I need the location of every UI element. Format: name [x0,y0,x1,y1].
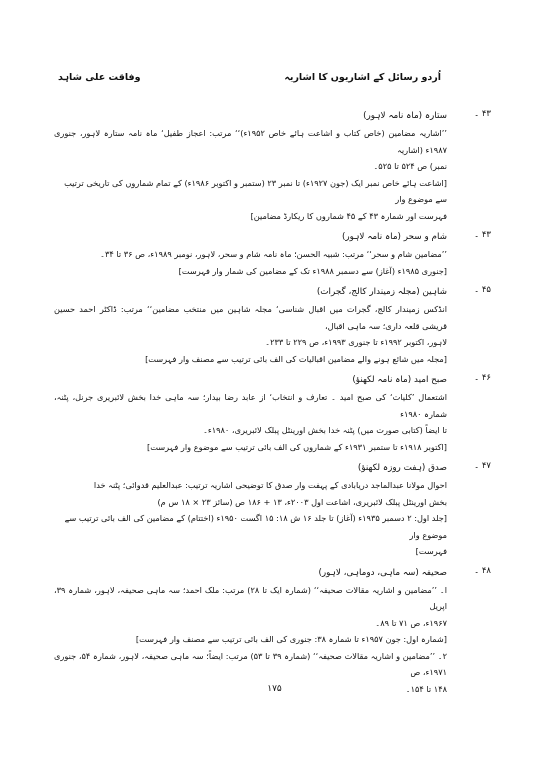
running-header-author: وفاقت علی شاہد [58,72,141,83]
entry-number: ۴۷ ۔ [474,461,491,471]
entry-note: [شمارہ اول: جون ۱۹۵۷ء تا شمارہ ۳۸: جنوری کی الف بائی ترتیب سے مصنف وار فہرست] [135,634,447,644]
entry-note: [اشاعت ہائے خاص نمبر ایک (جون ۱۹۲۷ء) تا نمبر ۲۳ (ستمبر و اکتوبر ۱۹۸۶ء) کے تمام شماروں کی تاریخی ترتیب سے موضوع وار [64,177,447,204]
entry-text: تا ایضاً (کتابی صورت میں) پٹنہ خدا بخش اورینٹل پبلک لائبریری، ۱۹۸۰ء۔ [203,425,447,435]
entry-heading: ستارہ (ماہ نامہ لاہور) [363,111,447,121]
entry-text: نمبر) ص ۵۲۴ تا ۵۲۵۔ [373,161,447,171]
running-header-title: اُردو رسائل کے اشاریوں کا اشاریہ [284,72,441,83]
index-entry [54,229,491,279]
entry-text: انڈکس زمیندار کالج، گجرات میں اقبال شناسی‘ مجلہ شاہین میں منتخب مضامین‘‘ مرتب: ڈاکٹر احمد حسین قریشی قلعہ داری؛ سہ ماہی اقبال، [54,304,447,331]
entry-heading: شام و سحر (ماہ نامہ لاہور) [342,232,447,242]
entry-text: ۱۴۸ تا ۱۵۴۔ [405,683,447,694]
entry-text: اشتعمال ’کلیات‘ کی صبح امید ۔ تعارف و انتخاب‘ از عابد رضا بیدار؛ سہ ماہی خدا بخش لائبریری جرنل، پٹنہ، شمارہ ۱۹۸۰ء [54,392,447,419]
entry-text: ’’اشاریہ مضامین (خاص کتاب و اشاعت ہائے خاص ۱۹۵۲ء)‘‘ مرتب: اعجاز طفیل‘ ماہ نامہ ستارہ لاہور، جنوری ۱۹۸۷ء (اشاریہ [54,128,447,155]
entry-text: احوال مولانا عبدالماجد دریابادی کے پہفت وار صدق کا توضیحی اشاریہ ترتیب: عبدالعلیم قدوائی؛ پٹنہ خدا [93,480,447,490]
index-entry [54,372,491,455]
entry-note: [اکتوبر ۱۹۱۸ء تا ستمبر ۱۹۳۱ء کے شماروں کی الف بائی ترتیب سے موضوع وار فہرست] [147,441,447,452]
index-entry [54,460,491,560]
entry-heading: صحیفہ (سہ ماہی، دوماہی، لاہور) [318,567,447,578]
index-entry [54,108,491,224]
entry-number: ۴۵ ۔ [474,285,491,295]
entry-heading: صبح امید (ماہ نامہ لکھنؤ) [352,375,447,385]
entry-note: [جنوری ۱۹۸۵ء (آغاز) سے دسمبر ۱۹۸۸ء تک کے مضامین کی شمار وار فہرست] [178,265,447,276]
entry-note: فہرست اور شمارہ ۴۳ کے ۴۵ شماروں کا ریکارڈ مضامین] [250,210,447,221]
entry-text: ا۔ ’’مضامین و اشاریہ مقالات صحیفہ‘‘ (شمارہ ایک تا ۲۸) مرتب: ملک احمد؛ سہ ماہی صحیفہ، لاہور، شمارہ ۳۹، اپریل [54,584,447,611]
index-entries [54,108,491,702]
entry-text: ’’مضامین شام و سحر‘‘ مرتب: شبیہ الحسن؛ ماہ نامہ شام و سحر، لاہور، نومبر ۱۹۸۹ء، ص ۳۶ تا ۳۴۔ [100,249,447,259]
entry-heading: صدق (ہفت روزہ لکھنؤ) [357,463,447,473]
entry-text: ۱۹۶۷ء، ص ۷۱ تا ۸۹۔ [375,617,447,628]
entry-text: بخش اورینٹل پبلک لائبریری، اشاعت اول ۲۰۰۳ء، ۱۳ + ۱۸۶ ص (سائز ۲۳ × ۱۸ س م) [157,496,447,507]
page-number: ۱۷۵ [267,684,282,694]
entry-note: [جلد اول: ۲ دسمبر ۱۹۳۵ء (آغاز) تا جلد ۱۶ ش ۱۸: ۱۵ اگست ۱۹۵۰ء (اختتام) کے مضامین کی الف بائی ترتیب سے موضوع وار [64,513,447,540]
entry-heading: شاہین (مجلہ زمیندار کالج، گجرات) [316,287,447,297]
entry-text: لاہور، اکتوبر ۱۹۹۲ء تا جنوری ۱۹۹۳ء، ص ۲۲۹ تا ۲۳۳۔ [265,337,447,347]
entry-note: [مجلہ میں شائع ہونے والے مضامین اقبالیات کی الف بائی ترتیب سے مصنف وار فہرست] [145,353,447,364]
entry-text: ۲۔ ’’مضامین و اشاریہ مقالات صحیفہ‘‘ (شمارہ ۳۹ تا ۵۳) مرتب: ایضاً؛ سہ ماہی صحیفہ، لاہور، شمارہ ۵۴، جنوری ۱۹۷۱ء، ص [54,650,447,677]
entry-note: فہرست] [415,546,447,556]
entry-number: ۴۳ ۔ [474,109,491,119]
entry-number: ۴۳ ۔ [474,230,491,240]
entry-number: ۴۸ ۔ [474,565,491,576]
index-entry [54,284,491,367]
entry-number: ۴۶ ۔ [474,373,491,383]
index-entry [54,565,491,698]
